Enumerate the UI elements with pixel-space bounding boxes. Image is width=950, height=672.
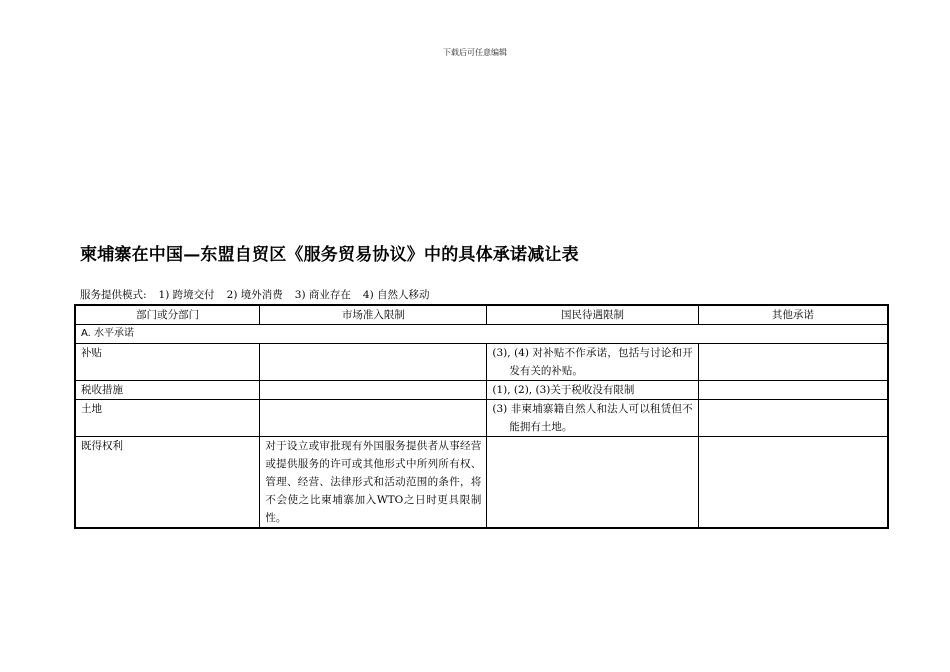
cell-market — [260, 344, 487, 381]
supply-modes — [80, 287, 442, 302]
table-row — [75, 381, 888, 400]
table-row — [75, 344, 888, 381]
cell-national: (3) 非柬埔寨籍自然人和法人可以租赁但不能拥有土地。 — [487, 400, 698, 437]
section-horizontal: A. 水平承诺 — [75, 325, 888, 344]
mode-2: 2) 境外消费 — [226, 289, 283, 301]
cell-national: (3), (4) 对补贴不作承诺，包括与讨论和开发有关的补贴。 — [487, 344, 698, 381]
mode-3: 3) 商业存在 — [294, 289, 351, 301]
cell-sector: 税收措施 — [75, 381, 260, 400]
header-note: 下载后可任意编辑 — [443, 48, 507, 57]
document-title: 柬埔寨在中国—东盟自贸区《服务贸易协议》中的具体承诺减让表 — [80, 245, 579, 265]
cell-other — [698, 344, 888, 381]
cell-market — [260, 400, 487, 437]
section-row — [75, 325, 888, 344]
table-row — [75, 437, 888, 529]
header-sector: 部门或分部门 — [75, 305, 260, 325]
cell-other — [698, 437, 888, 529]
cell-market: 对于设立或审批现有外国服务提供者从事经营或提供服务的许可或其他形式中所列所有权、管理、经营、法律形式和活动范围的条件，将不会使之比柬埔寨加入WTO之日时更具限制性。 — [260, 437, 487, 529]
cell-other — [698, 381, 888, 400]
cell-sector: 土地 — [75, 400, 260, 437]
mode-4: 4) 自然人移动 — [362, 289, 430, 301]
cell-national: (1), (2), (3)关于税收没有限制 — [487, 381, 698, 400]
cell-market — [260, 381, 487, 400]
table-header-row — [75, 305, 888, 325]
header-market-access: 市场准入限制 — [260, 305, 487, 325]
table-row — [75, 400, 888, 437]
cell-national — [487, 437, 698, 529]
header-other-commitments: 其他承诺 — [698, 305, 888, 325]
commitment-table — [74, 304, 889, 529]
header-national-treatment: 国民待遇限制 — [487, 305, 698, 325]
modes-label: 服务提供模式: — [80, 289, 147, 301]
cell-other — [698, 400, 888, 437]
cell-sector: 既得权利 — [75, 437, 260, 529]
mode-1: 1) 跨境交付 — [158, 289, 215, 301]
cell-sector: 补贴 — [75, 344, 260, 381]
